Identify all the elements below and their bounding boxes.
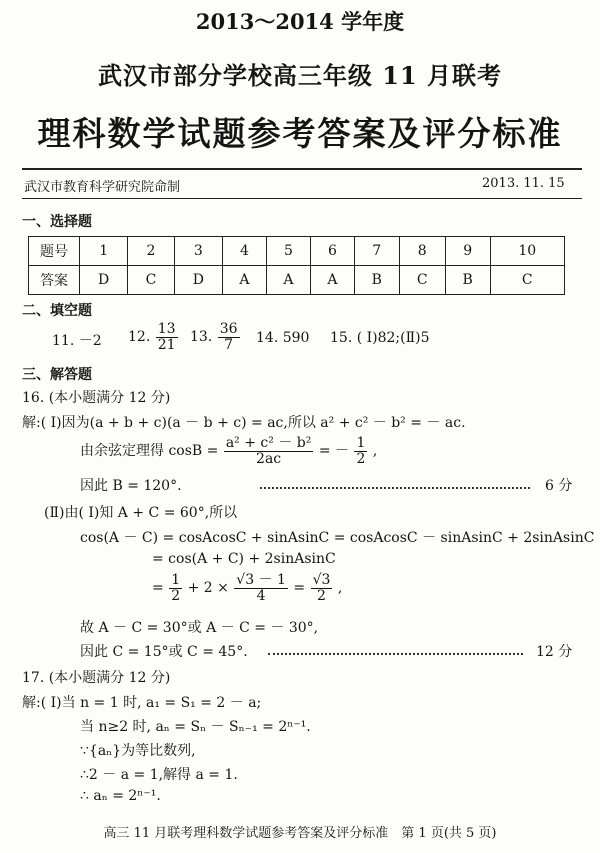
answer-table	[28, 236, 565, 295]
answer-cell: C	[490, 266, 565, 295]
q16-line-3: 因此 B = 120°.	[80, 478, 182, 494]
q16-half-fraction	[354, 436, 367, 466]
fraction-numerator: 1	[356, 435, 366, 451]
question-number: 8	[399, 237, 445, 266]
fraction-numerator: a² + c² － b²	[225, 435, 312, 451]
answer-cell: A	[266, 266, 310, 295]
fraction-denominator: 2	[171, 587, 181, 604]
question-number: 3	[174, 237, 222, 266]
answer-12-label: 12.	[128, 329, 151, 346]
q16-line-2-pre: 由余弦定理得 cosB =	[80, 443, 219, 460]
question-number: 1	[80, 237, 128, 266]
q16-score-6: 6 分	[545, 478, 573, 494]
q16-line-2	[80, 436, 377, 466]
row-label-answer: 答案	[29, 266, 80, 295]
issue-date: 2013. 11. 15	[482, 176, 565, 191]
answer-cell: D	[80, 266, 128, 295]
q17-title: 17. (本小题满分 12 分)	[22, 670, 171, 686]
fraction-denominator: 2ac	[256, 450, 282, 467]
exam-name: 武汉市部分学校高三年级 11 月联考	[97, 61, 503, 90]
table-row-answers	[29, 266, 565, 295]
q16-fraction-b	[234, 573, 288, 603]
answer-13-fraction	[218, 322, 240, 352]
answer-15: 15. ( Ⅰ)82;(Ⅱ)5	[330, 330, 430, 346]
fraction-denominator: 21	[157, 336, 176, 353]
header-rule-top	[22, 168, 582, 170]
fraction-denominator: 4	[256, 587, 266, 604]
answer-14: 14. 590	[256, 330, 310, 346]
q16-line-5: cos(A － C) = cosAcosC + sinAsinC = cosAcosC － sinAsinC + 2sinAsinC	[80, 530, 595, 546]
answer-12-fraction	[156, 322, 178, 352]
q17-line-3: ∵{aₙ}为等比数列,	[80, 743, 196, 759]
q16-cos-fraction	[224, 436, 314, 466]
q17-line-1: 解:( Ⅰ)当 n = 1 时, a₁ = S₁ = 2 － a;	[22, 695, 262, 711]
q16-line-7-end: ,	[337, 580, 343, 597]
issuer: 武汉市教育科学研究院命制	[24, 180, 181, 195]
section-heading-fill: 二、填空题	[22, 303, 92, 319]
q16-line-2-mid: = －	[318, 443, 349, 460]
q16-line-8: 故 A － C = 30°或 A － C = － 30°,	[80, 620, 319, 636]
question-number: 7	[354, 237, 399, 266]
answer-cell: D	[174, 266, 222, 295]
fraction-numerator: 36	[219, 321, 238, 337]
question-number: 6	[310, 237, 354, 266]
section-heading-solutions: 三、解答题	[22, 367, 92, 383]
q16-line-9: 因此 C = 15°或 C = 45°.	[80, 644, 248, 660]
question-number: 5	[266, 237, 310, 266]
answer-cell: C	[399, 266, 445, 295]
q16-line-4: (Ⅱ)由( Ⅰ)知 A + C = 60°,所以	[44, 505, 238, 521]
q16-fraction-a	[169, 573, 182, 603]
q16-line-6: = cos(A + C) + 2sinAsinC	[152, 551, 336, 567]
school-year: 2013～2014 学年度	[195, 9, 405, 34]
score-leader-dots	[260, 487, 530, 489]
q16-fraction-c	[311, 573, 333, 603]
q16-line-7-eq: =	[293, 580, 306, 597]
q16-line-2-end: ,	[372, 443, 378, 460]
score-leader-dots	[268, 653, 523, 655]
question-number: 2	[128, 237, 174, 266]
fraction-denominator: 2	[317, 587, 326, 604]
answer-cell: B	[354, 266, 399, 295]
page-footer: 高三 11 月联考理科数学试题参考答案及评分标准 第 1 页(共 5 页)	[103, 826, 497, 841]
header-rule-bottom	[22, 198, 582, 199]
q17-line-4: ∴2 － a = 1,解得 a = 1.	[80, 767, 238, 783]
answer-cell: C	[128, 266, 174, 295]
row-label-number: 题号	[29, 237, 80, 266]
answer-13	[190, 322, 241, 352]
question-number: 4	[223, 237, 267, 266]
answer-13-label: 13.	[190, 329, 213, 346]
fraction-numerator: √3 － 1	[236, 572, 286, 588]
q17-line-5: ∴ aₙ = 2ⁿ⁻¹.	[80, 788, 161, 804]
q16-line-7-pre: =	[152, 580, 164, 597]
document-title: 理科数学试题参考答案及评分标准	[37, 114, 563, 153]
answer-cell: B	[445, 266, 490, 295]
question-number: 9	[445, 237, 490, 266]
answer-cell: A	[310, 266, 354, 295]
fraction-denominator: 7	[224, 336, 234, 353]
section-heading-choice: 一、选择题	[22, 214, 92, 230]
q16-line-7	[152, 573, 342, 603]
fraction-numerator: 1	[171, 572, 181, 588]
q16-title: 16. (本小题满分 12 分)	[22, 390, 171, 406]
q17-line-2: 当 n≥2 时, aₙ = Sₙ － Sₙ₋₁ = 2ⁿ⁻¹.	[80, 719, 311, 735]
table-row-numbers	[29, 237, 565, 266]
fraction-numerator: 13	[157, 321, 176, 337]
answer-cell: A	[223, 266, 267, 295]
answer-12	[128, 322, 179, 352]
fraction-numerator: √3	[312, 572, 331, 588]
q16-score-12: 12 分	[536, 644, 573, 660]
q16-line-7-mid: + 2 ×	[187, 580, 229, 597]
answer-11: 11. －2	[52, 333, 102, 349]
question-number: 10	[490, 237, 565, 266]
q16-line-1: 解:( Ⅰ)因为(a + b + c)(a － b + c) = ac,所以 a² + c² － b² = － ac.	[22, 415, 466, 431]
fraction-denominator: 2	[356, 450, 366, 467]
